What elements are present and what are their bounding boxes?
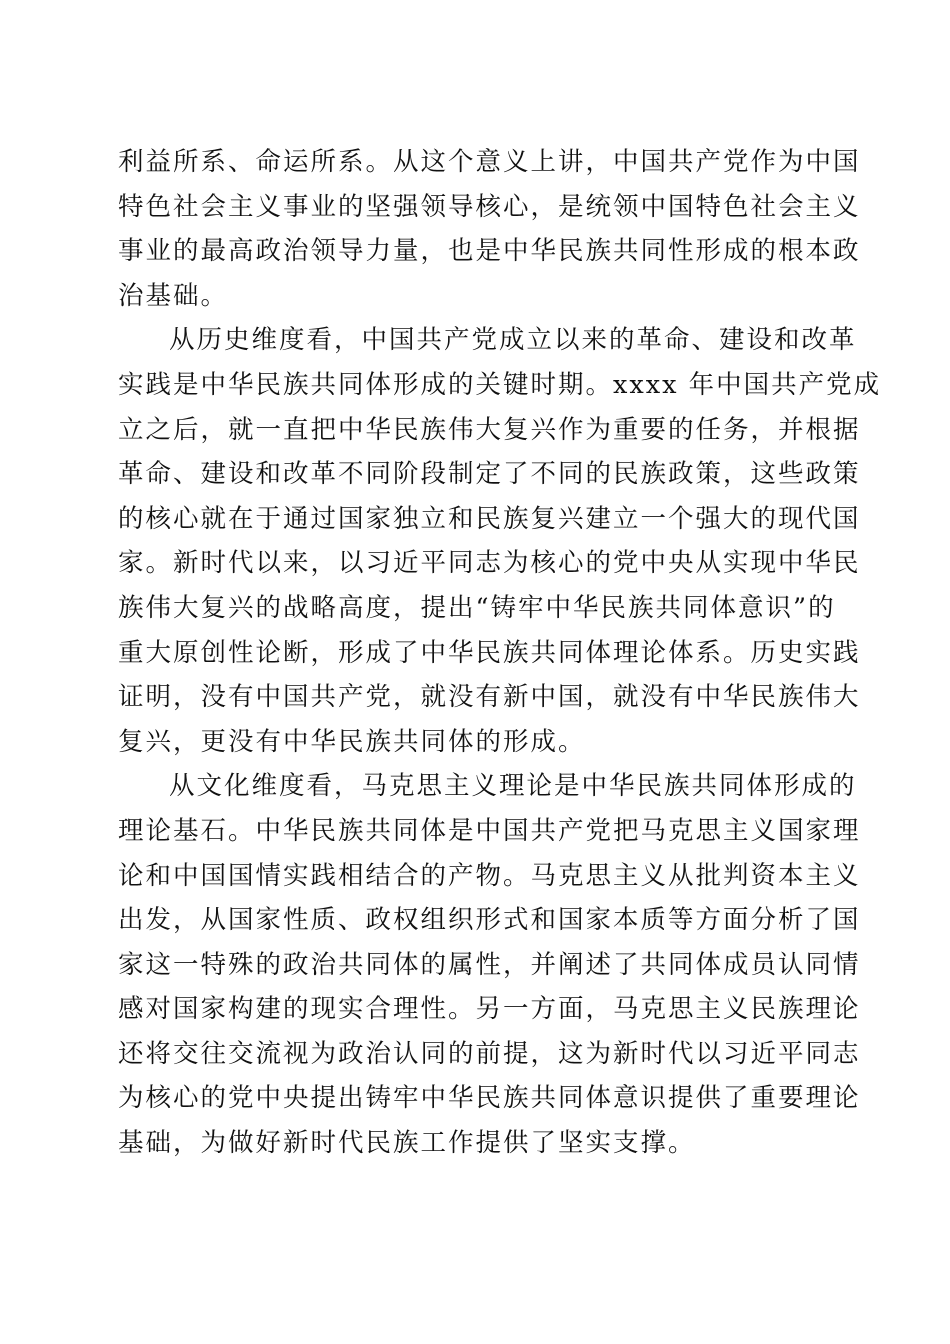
text-line: 感对国家构建的现实合理性。另一方面，马克思主义民族理论 [118,994,861,1025]
text-line: 为核心的党中央提出铸牢中华民族共同体意识提供了重要理论 [118,1083,861,1114]
text-line: 从文化维度看，马克思主义理论是中华民族共同体形成的 [169,771,857,802]
text-line: 重大原创性论断，形成了中华民族共同体理论体系。历史实践 [118,637,861,668]
text-line: 还将交往交流视为政治认同的前提，这为新时代以习近平同志 [118,1038,861,1069]
text-line: 实践是中华民族共同体形成的关键时期。xxxx 年中国共产党成 [118,369,882,400]
text-line: 利益所系、命运所系。从这个意义上讲，中国共产党作为中国 [118,147,861,177]
paragraph-3 [118,764,861,1165]
text-line: 家。新时代以来，以习近平同志为核心的党中央从实现中华民 [118,548,861,579]
text-line: 的核心就在于通过国家独立和民族复兴建立一个强大的现代国 [118,503,861,534]
text-line: 理论基石。中华民族共同体是中国共产党把马克思主义国家理 [118,815,861,846]
text-line: 证明，没有中国共产党，就没有新中国，就没有中华民族伟大 [118,682,861,713]
text-line: 家这一特殊的政治共同体的属性，并阐述了共同体成员认同情 [118,949,861,980]
text-line: 立之后，就一直把中华民族伟大复兴作为重要的任务，并根据 [118,414,861,445]
text-line: 事业的最高政治领导力量，也是中华民族共同性形成的根本政 [118,236,861,267]
text-line: 族伟大复兴的战略高度，提出“铸牢中华民族共同体意识”的 [118,592,836,623]
text-line: 出发，从国家性质、政权组织形式和国家本质等方面分析了国 [118,905,861,936]
text-line: 特色社会主义事业的坚强领导核心，是统领中国特色社会主义 [118,191,861,222]
text-line: 复兴，更没有中华民族共同体的形成。 [118,726,586,757]
text-line: 治基础。 [118,280,229,311]
text-line: 基础，为做好新时代民族工作提供了坚实支撑。 [118,1128,696,1159]
text-line: 论和中国国情实践相结合的产物。马克思主义从批判资本主义 [118,860,861,891]
document-body [118,140,882,1166]
paragraph-2 [118,318,882,764]
text-line: 从历史维度看，中国共产党成立以来的革命、建设和改革 [169,325,857,356]
paragraph-1 [118,140,861,318]
text-line: 革命、建设和改革不同阶段制定了不同的民族政策，这些政策 [118,459,861,490]
